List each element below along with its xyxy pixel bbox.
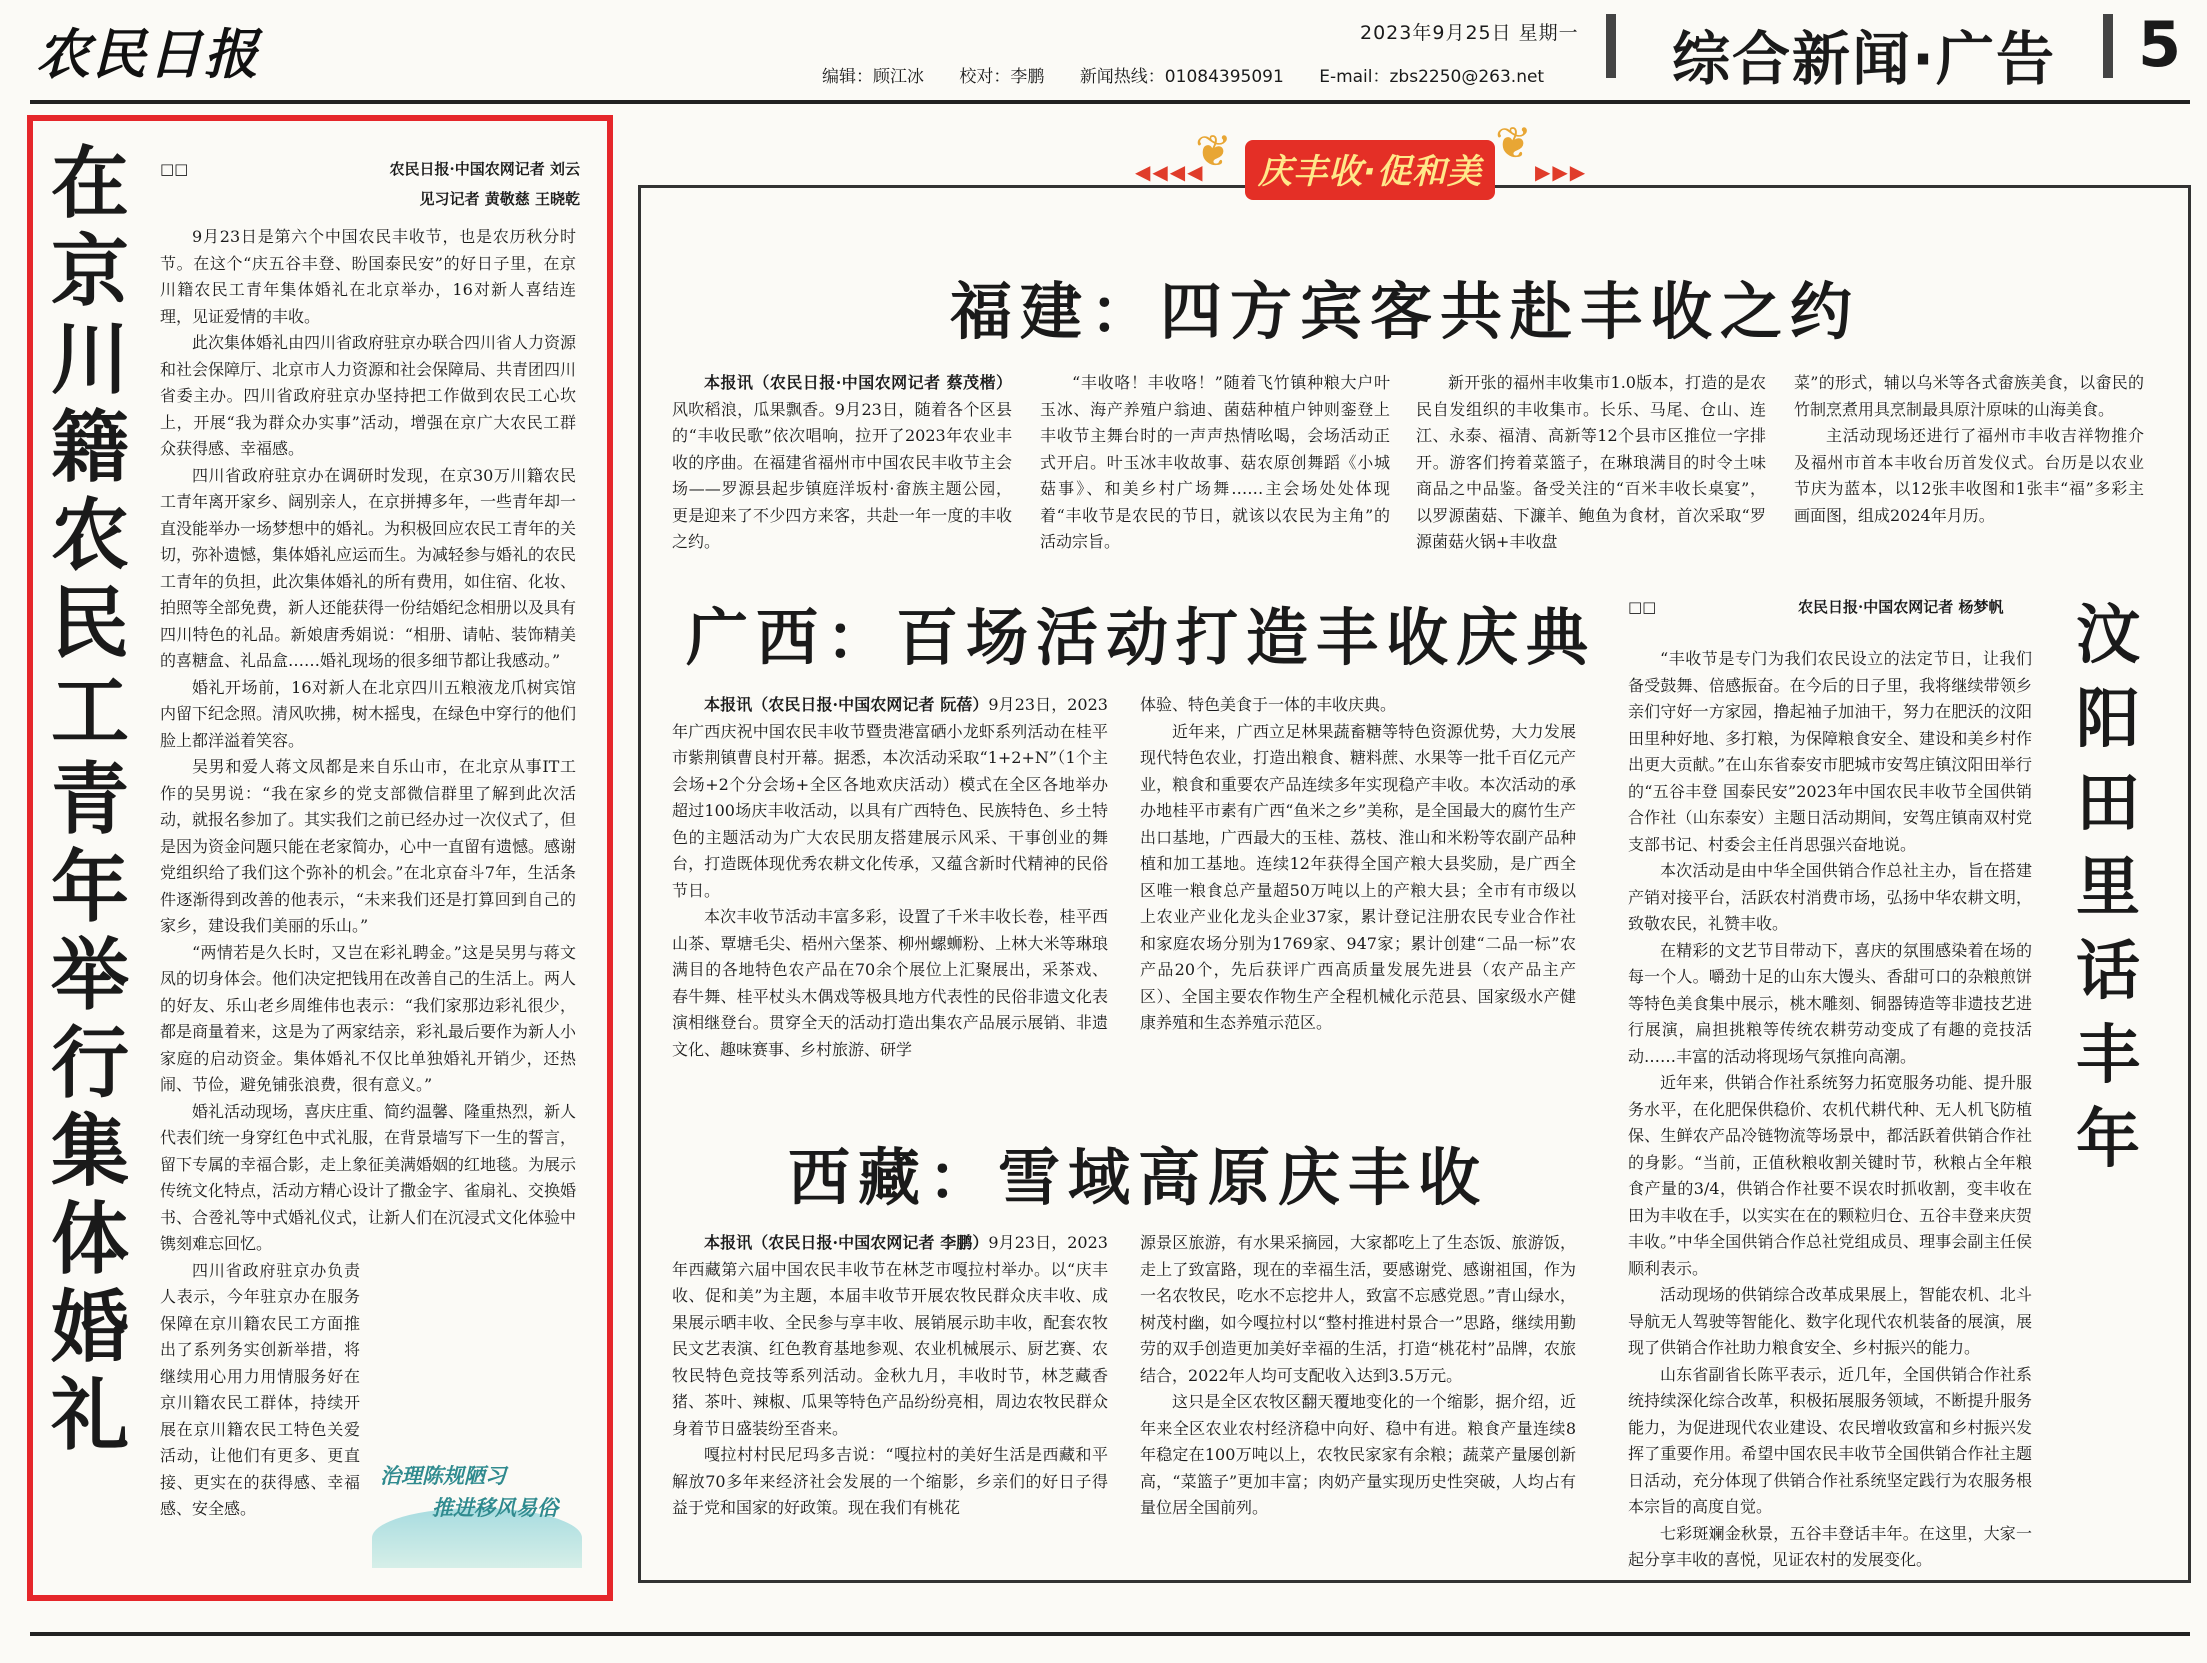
harvest-banner	[1135, 118, 1595, 238]
paragraph: 9月23日，2023年广西庆祝中国农民丰收节暨贵港富硒小龙虾系列活动在桂平市紫荆镇曹良村开幕。据悉，本次活动采取“1+2+N”（1个主会场+2个分会场+全区各地欢庆活动）模式在全区各地举办超过100场庆丰收活动，以具有广西特色、民族特色、乡土特色的主题活动为广大农民朋友搭建展示风采、干事创业的舞台，打造既体现优秀农耕文化传承，又蕴含新时代精神的民俗节日。	[672, 695, 1108, 900]
lead-byline: （农民日报·中国农网记者 李鹏）	[752, 1233, 989, 1252]
section-title: 综合新闻·广告	[1672, 25, 2057, 93]
promo-line: 治理陈规陋习	[380, 1464, 506, 1488]
byline-reporter: 农民日报·中国农网记者 刘云	[389, 160, 580, 178]
arrow-decoration-icon: ◀◀◀◀	[1135, 160, 1205, 184]
lead-byline: （农民日报·中国农网记者 阮蓓）	[752, 695, 989, 714]
paragraph: 婚礼开场前，16对新人在北京四川五粮液龙爪树宾馆内留下纪念照。清风吹拂，树木摇曳，在绿色中穿行的他们脸上都洋溢着笑容。	[160, 677, 576, 750]
paragraph: “丰收节是专门为我们农民设立的法定节日，让我们备受鼓舞、倍感振奋。在今后的日子里，我将继续带领乡亲们守好一方家园，撸起袖子加油干，努力在肥沃的汶阳田里种好地、多打粮，为保障粮食安全、建设和美乡村作出更大贡献。”在山东省泰安市肥城市安驾庄镇汶阳田举行的“五谷丰登 国泰民安”2023年中国农民丰收节全国供销合作社（山东泰安）主题日活动期间，安驾庄镇南双村党支部书记、村委会主任肖思强兴奋地说。	[1628, 649, 2032, 854]
paragraph: “两情若是久长时，又岂在彩礼聘金。”这是吴男与蒋文凤的切身体会。他们决定把钱用在改善自己的生活上。两人的好友、乐山老乡周维伟也表示：“我们家那边彩礼很少，都是商量着来，这是为了两家结亲，彩礼最后要作为新人小家庭的启动资金。集体婚礼不仅比单独婚礼开销少，还热闹、节俭，避免铺张浪费，很有意义。”	[160, 942, 576, 1094]
wheat-icon: ❦	[1195, 126, 1232, 177]
fujian-column-3	[1416, 370, 1766, 570]
issue-date: 2023年9月25日 星期一	[1360, 22, 1579, 44]
newspaper-logo: 农民日报	[36, 22, 260, 86]
xizang-column-1	[672, 1230, 1108, 1570]
byline-box-icon: □□	[160, 160, 189, 178]
masthead-divider	[2103, 14, 2113, 78]
promo-line: 推进移风易俗	[432, 1496, 558, 1520]
guangxi-column-1	[672, 692, 1108, 1112]
paragraph: 七彩斑斓金秋景，五谷丰登话丰年。在这里，大家一起分享丰收的喜悦，见证农村的发展变化。	[1628, 1523, 2032, 1569]
paragraph: 主活动现场还进行了福州市丰收吉祥物推介及福州市首本丰收台历首发仪式。台历是以农业节庆为蓝本，以12张丰收图和1张丰“福”多彩主画面图，组成2024年月历。	[1794, 426, 2144, 525]
fujian-headline[interactable]: 福建：四方宾客共赴丰收之约	[950, 275, 1861, 348]
promo-slogan	[380, 1460, 558, 1524]
wheat-icon: ❦	[1495, 118, 1532, 169]
promo-badge	[372, 1430, 582, 1570]
paragraph: 本次活动是由中华全国供销合作总社主办，旨在搭建产销对接平台，活跃农村消费市场，弘扬中华农耕文明，致敬农民，礼赞丰收。	[1628, 861, 2032, 933]
paragraph: 9月23日是第六个中国农民丰收节，也是农历秋分时节。在这个“庆五谷丰登、盼国泰民安”的好日子里，在京川籍农民工青年集体婚礼在北京举办，16对新人喜结连理，见证爱情的丰收。	[160, 227, 576, 326]
paragraph: 活动现场的供销综合改革成果展上，智能农机、北斗导航无人驾驶等智能化、数字化现代农机装备的展演，展现了供销合作社助力粮食安全、乡村振兴的能力。	[1628, 1285, 2032, 1357]
banner-title: 庆丰收·促和美	[1258, 152, 1482, 192]
fujian-column-1	[672, 370, 1012, 570]
lead-label: 本报讯	[704, 1233, 753, 1252]
lead-label: 本报讯	[704, 695, 753, 714]
ruyang-headline[interactable]: 汶阳田里话丰年	[2076, 598, 2140, 1177]
paragraph: 新开张的福州丰收集市1.0版本，打造的是农民自发组织的丰收集市。长乐、马尾、仓山、连江、永泰、福清、高新等12个县市区推位一字排开。游客们挎着菜篮子，在琳琅满目的时令土味商品之中品鉴。备受关注的“百米丰收长桌宴”，以罗源菌菇、下濂羊、鲍鱼为食材，首次采取“罗源菌菇火锅+丰收盘	[1416, 373, 1766, 551]
proofreader-credit: 校对：李鹏	[959, 67, 1045, 87]
paragraph: 四川省政府驻京办负责人表示，今年驻京办在服务保障在京川籍农民工方面推出了系列务实创新举措，将继续用心用力用情服务好在京川籍农民工群体，持续开展在京川籍农民工特色关爱活动，让他们有更多、更直接、更实在的获得感、幸福感、安全感。	[160, 1260, 360, 1518]
paragraph: 此次集体婚礼由四川省政府驻京办联合四川省人力资源和社会保障厅、北京市人力资源和社会保障局、共青团四川省委主办。四川省政府驻京办坚持把工作做到农民工心坎上，开展“我为群众办实事”活动，增强在京广大农民工群众获得感、幸福感。	[160, 333, 576, 458]
paragraph: 体验、特色美食于一体的丰收庆典。	[1140, 695, 1397, 714]
byline-trainees: 见习记者 黄敬慈 王晓乾	[419, 190, 580, 208]
lead-byline: （农民日报·中国农网记者 蔡茂楷）	[753, 373, 1012, 392]
masthead-divider	[1606, 14, 1616, 78]
guangxi-column-2	[1140, 692, 1576, 1112]
paragraph: 这只是全区农牧区翻天覆地变化的一个缩影，据介绍，近年来全区农业农村经济稳中向好、稳中有进。粮食产量连续8年稳定在100万吨以上，农牧民家家有余粮；蔬菜产量屡创新高，“菜篮子”更加丰富；肉奶产量实现历史性突破，人均占有量位居全国前列。	[1140, 1392, 1576, 1517]
xizang-headline[interactable]: 西藏：雪域高原庆丰收	[788, 1141, 1489, 1214]
paragraph: 9月23日，2023年西藏第六届中国农民丰收节在林芝市嘎拉村举办。以“庆丰收、促和美”为主题，本届丰收节开展农牧民群众庆丰收、成果展示晒丰收、全民参与享丰收、展销展示助丰收，配套农牧民文艺表演、红色教育基地参观、农业机械展示、厨艺赛、农牧民特色竞技等系列活动。金秋九月，丰收时节，林芝藏香猪、茶叶、辣椒、瓜果等特色产品纷纷亮相，周边农牧民群众身着节日盛装纷至沓来。	[672, 1233, 1108, 1438]
left-article-byline	[160, 154, 580, 214]
paragraph: 山东省副省长陈平表示，近几年，全国供销合作社系统持续深化综合改革，积极拓展服务领域，不断提升服务能力，为促进现代农业建设、农民增收致富和乡村振兴发挥了重要作用。希望中国农民丰收节全国供销合作社主题日活动，充分体现了供销合作社系统坚定践行为农服务根本宗旨的高度自觉。	[1628, 1364, 2032, 1516]
paragraph: 在精彩的文艺节目带动下，喜庆的氛围感染着在场的每一个人。嚼劲十足的山东大馒头、香甜可口的杂粮煎饼等特色美食集中展示，桃木雕刻、铜器铸造等非遗技艺进行展演，扁担挑粮等传统农耕劳动变成了有趣的竞技活动……丰富的活动将现场气氛推向高潮。	[1628, 940, 2032, 1066]
paragraph: 近年来，供销合作社系统努力拓宽服务功能、提升服务水平，在化肥保供稳价、农机代耕代种、无人机飞防植保、生鲜农产品冷链物流等场景中，都活跃着供销合作社的身影。“当前，正值秋粮收割关键时节，秋粮占全年粮食产量的3/4，供销合作社要不误农时抓收割，变丰收在田为丰收在手，以实实在在的颗粒归仓、五谷丰登来庆贺丰收。”中华全国供销合作总社党组成员、理事会副主任侯顺利表示。	[1628, 1073, 2032, 1278]
left-article-body	[160, 224, 576, 1574]
byline-box-icon: □□	[1628, 598, 1657, 616]
paragraph: 源景区旅游，有水果采摘园，大家都吃上了生态饭、旅游饭，走上了致富路，现在的幸福生活，要感谢党、感谢祖国，作为一名农牧民，吃水不忘挖井人，致富不忘感党恩。”青山绿水，树茂村幽，如今嘎拉村以“整村推进村景合一”思路，继续用勤劳的双手创造更加美好幸福的生活，打造“桃花村”品牌，农旅结合，2022年人均可支配收入达到3.5万元。	[1140, 1233, 1576, 1385]
paragraph: 菜”的形式，辅以乌米等各式畲族美食，以畲民的竹制烹煮用具烹制最具原汁原味的山海美食。	[1794, 373, 2144, 419]
paragraph: “丰收咯！丰收咯！”随着飞竹镇种粮大户叶玉冰、海产养殖户翁迪、菌菇种植户钟则銮登上丰收节主舞台时的一声声热情吆喝，会场活动正式开启。叶玉冰丰收故事、菇农原创舞蹈《小城菇事》、和美乡村广场舞……主会场处处体现着“丰收节是农民的节日，就该以农民为主角”的活动宗旨。	[1040, 373, 1390, 551]
ruyang-body	[1628, 646, 2032, 1576]
news-hotline: 新闻热线：01084395091	[1079, 67, 1284, 87]
byline-reporter: 农民日报·中国农网记者 杨梦帆	[1798, 598, 2004, 616]
paragraph: 吴男和爱人蒋文凤都是来自乐山市，在北京从事IT工作的吴男说：“我在家乡的党支部微信群里了解到此次活动，就报名参加了。其实我们之前已经办过一次仪式了，但是因为资金问题只能在老家简办，心中一直留有遗憾。感谢党组织给了我们这个弥补的机会。”在北京奋斗7年，生活条件逐渐得到改善的他表示，“未来我们还是打算回到自己的家乡，建设我们美丽的乐山。”	[160, 757, 576, 935]
fujian-column-2	[1040, 370, 1390, 570]
xizang-column-2	[1140, 1230, 1576, 1570]
arrow-decoration-icon: ▶▶▶	[1535, 160, 1588, 184]
paragraph: 近年来，广西立足林果蔬畜糖等特色资源优势，大力发展现代特色农业，打造出粮食、糖料蔗、水果等一批千百亿元产业，粮食和重要农产品连续多年实现稳产丰收。本次活动的承办地桂平市素有广西“鱼米之乡”美称，是全国最大的腐竹生产出口基地，广西最大的玉桂、荔枝、淮山和米粉等农副产品种植和加工基地。连续12年获得全国产粮大县奖励，是广西全区唯一粮食总产量超50万吨以上的产粮大县；全市有市级以上农业产业化龙头企业37家，累计登记注册农民专业合作社和家庭农场分别为1769家、947家；累计创建“二品一标”农产品20个，先后获评广西高质量发展先进县（农产品主产区）、全国主要农作物生产全程机械化示范县、国家级水产健康养殖和生态养殖示范区。	[1140, 721, 1576, 1032]
paragraph: 本次丰收节活动丰富多彩，设置了千米丰收长卷，桂平西山茶、覃塘毛尖、梧州六堡茶、柳州螺蛳粉、上林大米等琳琅满目的各地特色农产品在70余个展位上汇聚展出，采茶戏、春牛舞、桂平杖头木偶戏等极具地方代表性的民俗非遗文化表演相继登台。贯穿全天的活动打造出集农产品展示展销、非遗文化、趣味赛事、乡村旅游、研学	[672, 907, 1108, 1059]
fujian-column-4	[1794, 370, 2144, 570]
paragraph: 嘎拉村村民尼玛多吉说：“嘎拉村的美好生活是西藏和平解放70多年来经济社会发展的一个缩影，乡亲们的好日子得益于党和国家的好政策。现在我们有桃花	[672, 1445, 1108, 1517]
contact-email: E-mail：zbs2250@263.net	[1319, 67, 1545, 87]
paragraph: 风吹稻浪，瓜果飘香。9月23日，随着各个区县的“丰收民歌”依次唱响，拉开了2023年农业丰收的序曲。在福建省福州市中国农民丰收节主会场——罗源县起步镇庭洋坂村·畲族主题公园，更是迎来了不少四方来客，共赴一年一度的丰收之约。	[672, 399, 1012, 551]
page-number: 5	[2138, 8, 2182, 81]
paragraph: 四川省政府驻京办在调研时发现，在京30万川籍农民工青年离开家乡、阔别亲人，在京拼搏多年，一些青年却一直没能举办一场梦想中的婚礼。为积极回应农民工青年的关切，弥补遗憾，集体婚礼应运而生。为减轻参与婚礼的农民工青年的负担，此次集体婚礼的所有费用，如住宿、化妆、拍照等全部免费，新人还能获得一份结婚纪念相册以及具有四川特色的礼品。新娘唐秀娟说：“相册、请帖、装饰精美的喜糖盒、礼品盒……婚礼现场的很多细节都让我感动。”	[160, 465, 576, 670]
paragraph: 婚礼活动现场，喜庆庄重、简约温馨、隆重热烈，新人代表们统一身穿红色中式礼服，在背景墙写下一生的誓言，留下专属的幸福合影，走上象征美满婚姻的红地毯。为展示传统文化特点，活动方精心设计了撒金字、雀扇礼、交换婚书、合卺礼等中式婚礼仪式，让新人们在沉浸式文化体验中镌刻难忘回忆。	[160, 1101, 576, 1253]
top-rule	[30, 100, 2190, 104]
editor-credit: 编辑：顾江冰	[822, 67, 924, 87]
lead-label: 本报讯	[704, 373, 754, 392]
left-article-headline[interactable]: 在京川籍农民工青年举行集体婚礼	[50, 138, 129, 1461]
guangxi-headline[interactable]: 广西：百场活动打造丰收庆典	[686, 601, 1597, 674]
bottom-rule	[30, 1632, 2190, 1636]
masthead-meta	[822, 62, 1570, 87]
